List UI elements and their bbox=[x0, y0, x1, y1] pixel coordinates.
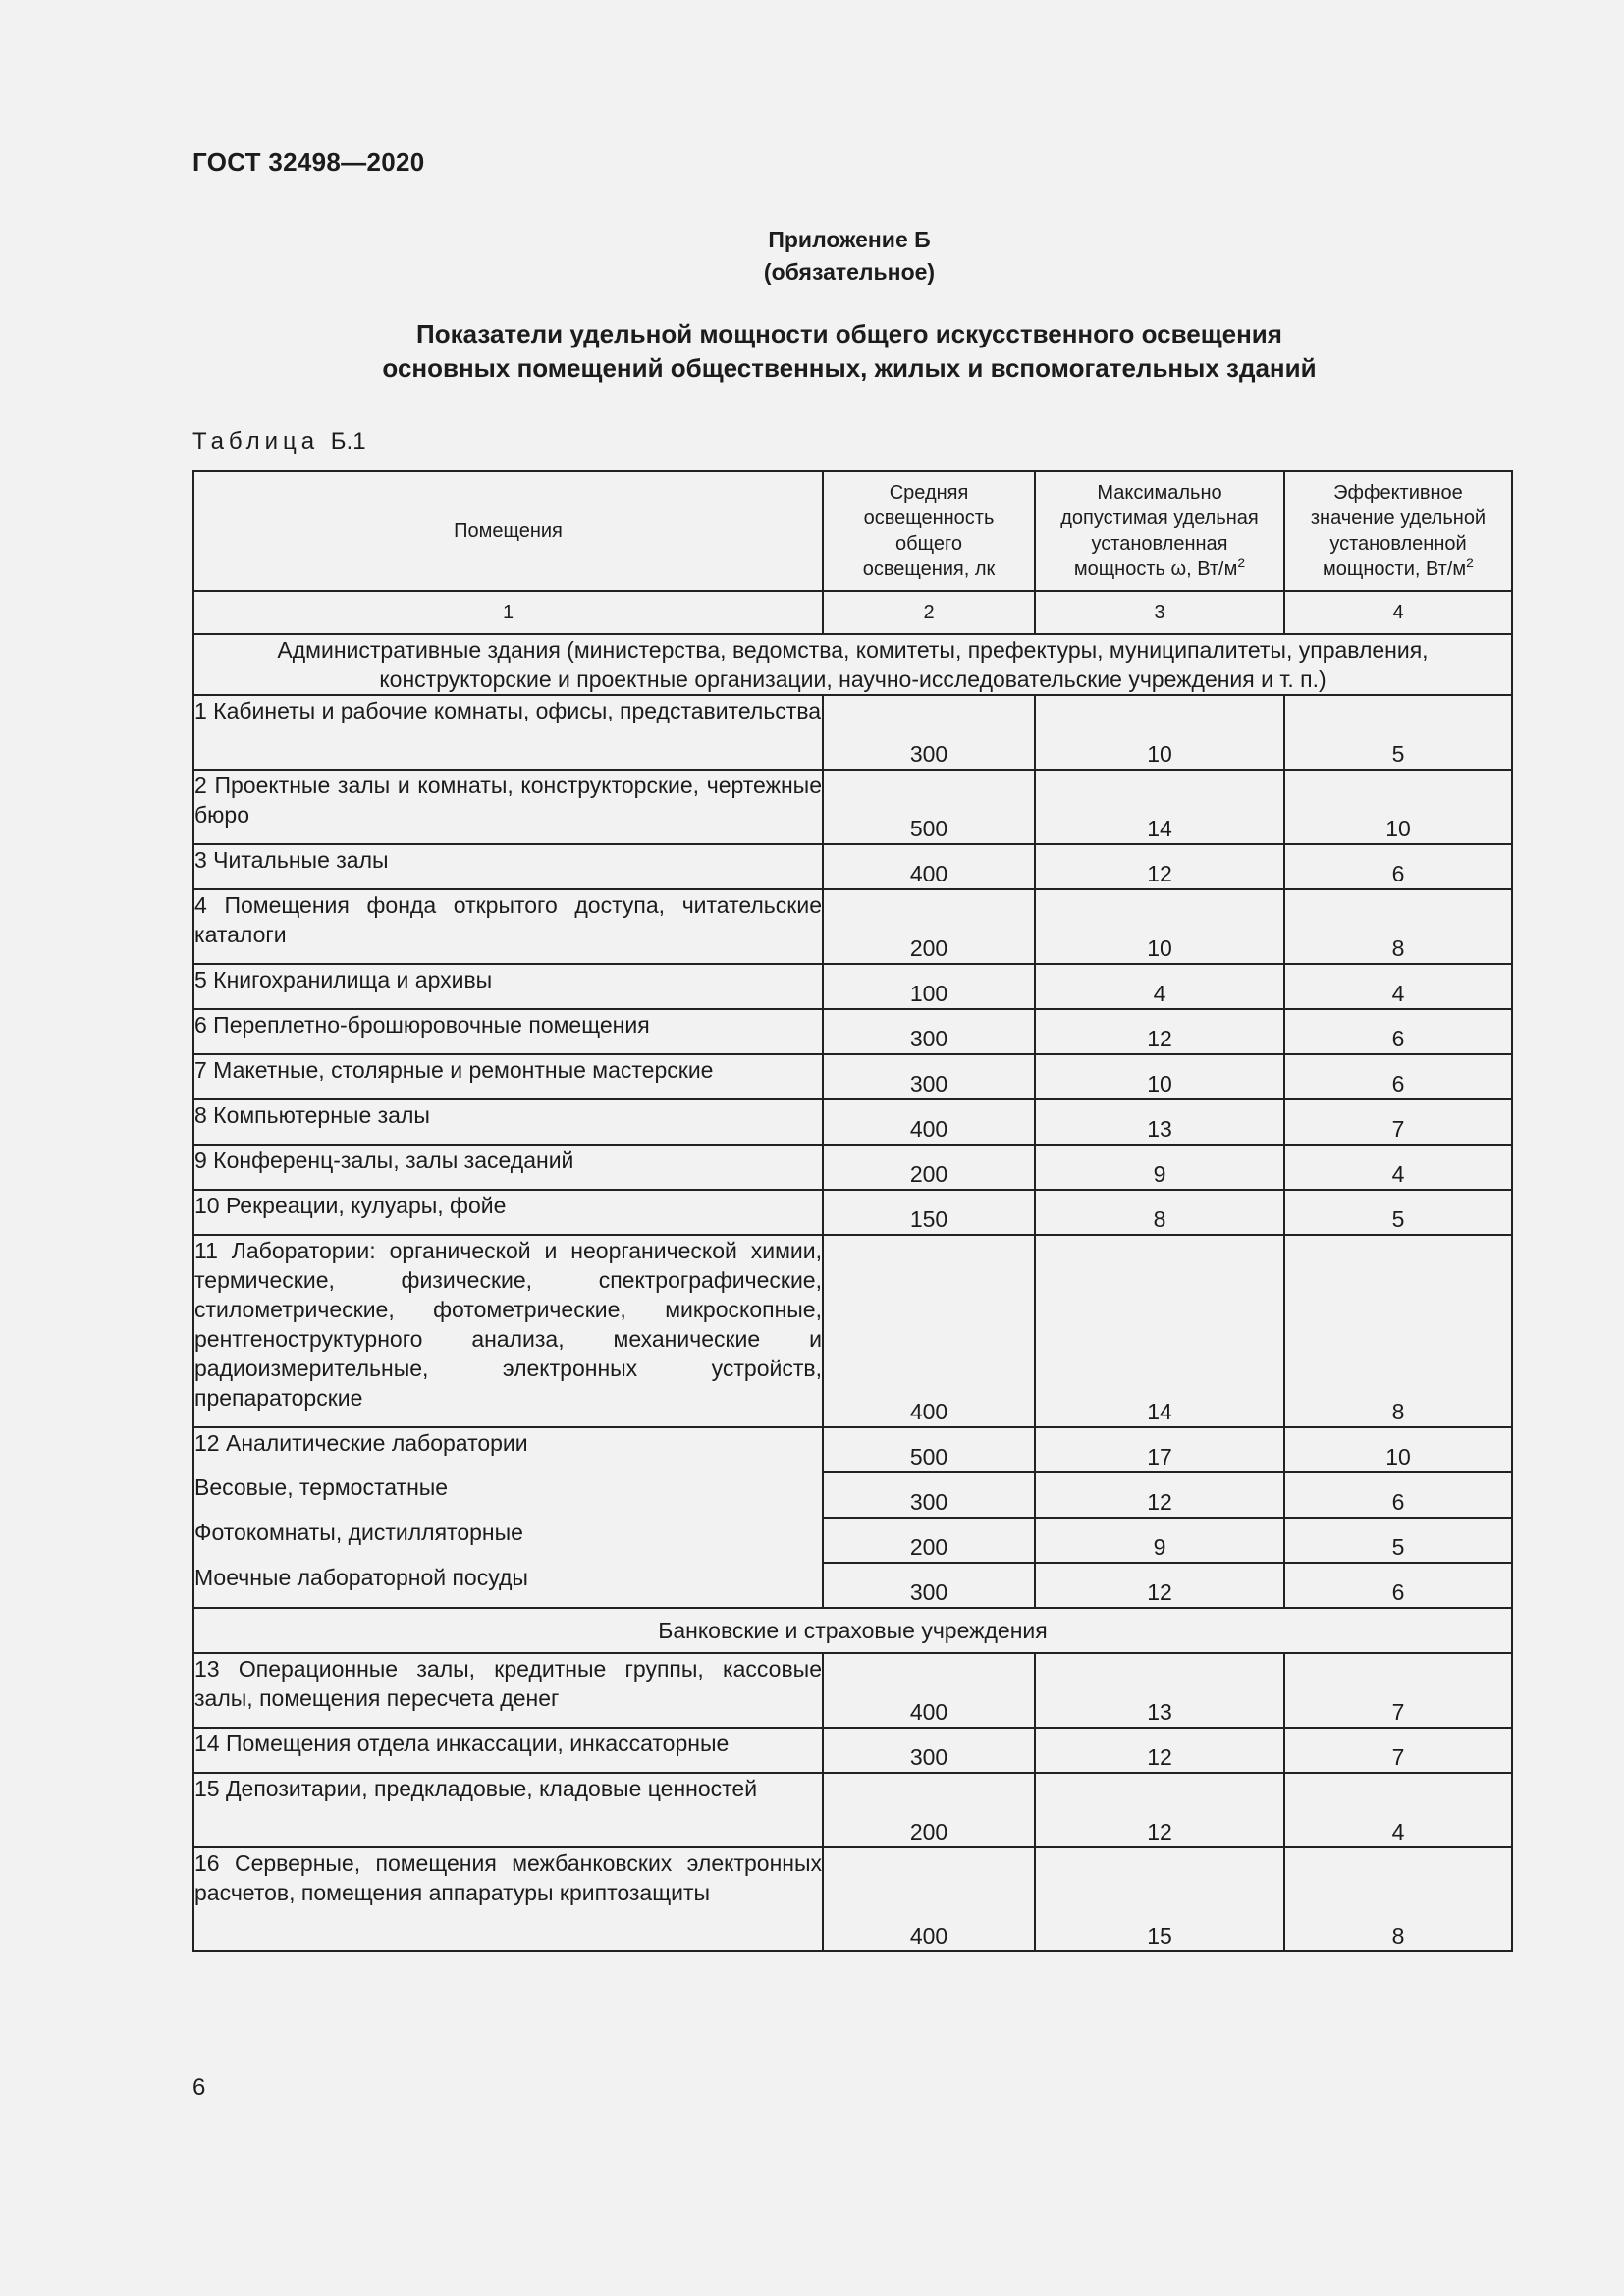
table-row bbox=[193, 1009, 1512, 1054]
max-power-value: 9 bbox=[1035, 1145, 1284, 1190]
max-power-value: 12 bbox=[1035, 1009, 1284, 1054]
table-caption-number: Б.1 bbox=[330, 428, 366, 454]
table-caption bbox=[192, 428, 366, 455]
max-power-value: 4 bbox=[1035, 964, 1284, 1009]
illuminance-value: 200 bbox=[823, 889, 1035, 964]
section-line: конструкторские и проектные организации, научно-исследовательские учреждения и т. п.) bbox=[379, 667, 1326, 692]
header-line: значение удельной bbox=[1310, 507, 1487, 529]
max-power-value: 15 bbox=[1035, 1847, 1284, 1951]
max-power-value: 14 bbox=[1035, 1235, 1284, 1427]
header-effective-power bbox=[1284, 471, 1512, 591]
section-line: Административные здания (министерства, ведомства, комитеты, префектуры, муниципалитеты, управления, bbox=[277, 637, 1429, 663]
effective-power-value: 5 bbox=[1284, 1190, 1512, 1235]
header-line: установленная bbox=[1091, 533, 1228, 555]
illuminance-value: 400 bbox=[823, 844, 1035, 889]
effective-power-value: 5 bbox=[1284, 695, 1512, 770]
room-name: Весовые, термостатные bbox=[193, 1472, 823, 1518]
appendix-status: (обязательное) bbox=[763, 259, 936, 285]
table-row bbox=[193, 770, 1512, 844]
illuminance-value: 100 bbox=[823, 964, 1035, 1009]
table-row bbox=[193, 1235, 1512, 1427]
illuminance-value: 300 bbox=[823, 695, 1035, 770]
header-line: освещения, лк bbox=[862, 559, 996, 580]
room-name: 10 Рекреации, кулуары, фойе bbox=[193, 1190, 823, 1235]
header-line: мощности, Вт/м bbox=[1323, 559, 1467, 580]
max-power-value: 10 bbox=[1035, 695, 1284, 770]
title-line-2: основных помещений общественных, жилых и вспомогательных зданий bbox=[382, 353, 1317, 383]
page-title bbox=[0, 317, 1624, 386]
header-line: Максимально bbox=[1097, 482, 1222, 504]
max-power-value: 8 bbox=[1035, 1190, 1284, 1235]
room-name: 14 Помещения отдела инкассации, инкассаторные bbox=[193, 1728, 823, 1773]
header-line: допустимая удельная bbox=[1060, 507, 1259, 529]
illuminance-value: 300 bbox=[823, 1728, 1035, 1773]
section-banking: Банковские и страховые учреждения bbox=[193, 1608, 1512, 1653]
illuminance-value: 400 bbox=[823, 1099, 1035, 1145]
table-row bbox=[193, 1472, 1512, 1518]
max-power-value: 14 bbox=[1035, 770, 1284, 844]
room-name: 11 Лаборатории: органической и неорганической химии, термические, физические, спектрографические, стилометрические, фотометрические, микроскопные, рентгеноструктурного анализа, механические и радиоизмерительные, электронных устройств, препараторские bbox=[193, 1235, 823, 1427]
room-name: 7 Макетные, столярные и ремонтные мастерские bbox=[193, 1054, 823, 1099]
section-administrative bbox=[193, 634, 1512, 695]
column-number: 1 bbox=[193, 591, 823, 634]
room-name: Моечные лабораторной посуды bbox=[193, 1563, 823, 1608]
illuminance-value: 150 bbox=[823, 1190, 1035, 1235]
max-power-value: 12 bbox=[1035, 1563, 1284, 1608]
illuminance-value: 200 bbox=[823, 1518, 1035, 1563]
max-power-value: 13 bbox=[1035, 1099, 1284, 1145]
table-row bbox=[193, 1427, 1512, 1472]
illuminance-value: 400 bbox=[823, 1235, 1035, 1427]
header-line: мощность ω, Вт/м bbox=[1073, 559, 1238, 580]
table-row bbox=[193, 695, 1512, 770]
header-max-power bbox=[1035, 471, 1284, 591]
table-row bbox=[193, 1190, 1512, 1235]
table-row bbox=[193, 1847, 1512, 1951]
unit-superscript: 2 bbox=[1237, 555, 1246, 570]
table-row bbox=[193, 1773, 1512, 1847]
header-line: Средняя bbox=[889, 482, 969, 504]
room-name: 9 Конференц-залы, залы заседаний bbox=[193, 1145, 823, 1190]
effective-power-value: 6 bbox=[1284, 1054, 1512, 1099]
header-line: Эффективное bbox=[1333, 482, 1463, 504]
effective-power-value: 10 bbox=[1284, 1427, 1512, 1472]
max-power-value: 12 bbox=[1035, 1472, 1284, 1518]
document-code: ГОСТ 32498—2020 bbox=[192, 147, 425, 177]
table-row bbox=[193, 1728, 1512, 1773]
unit-superscript: 2 bbox=[1466, 555, 1474, 570]
max-power-value: 12 bbox=[1035, 1773, 1284, 1847]
header-average-illuminance bbox=[823, 471, 1035, 591]
max-power-value: 12 bbox=[1035, 1728, 1284, 1773]
column-number: 3 bbox=[1035, 591, 1284, 634]
section-row-banking bbox=[193, 1608, 1512, 1653]
header-line: общего bbox=[895, 533, 962, 555]
table-row bbox=[193, 1054, 1512, 1099]
title-line-1: Показатели удельной мощности общего искусственного освещения bbox=[416, 319, 1282, 348]
effective-power-value: 8 bbox=[1284, 1847, 1512, 1951]
effective-power-value: 4 bbox=[1284, 964, 1512, 1009]
header-line: установленной bbox=[1329, 533, 1467, 555]
section-row-administrative bbox=[193, 634, 1512, 695]
illuminance-value: 200 bbox=[823, 1773, 1035, 1847]
table-row bbox=[193, 844, 1512, 889]
appendix-title: Приложение Б bbox=[768, 227, 931, 252]
room-name: 15 Депозитарии, предкладовые, кладовые ценностей bbox=[193, 1773, 823, 1847]
room-name: 2 Проектные залы и комнаты, конструкторские, чертежные бюро bbox=[193, 770, 823, 844]
table-caption-word: Таблица bbox=[192, 428, 320, 454]
table-row bbox=[193, 1653, 1512, 1728]
appendix-heading bbox=[0, 224, 1624, 289]
header-line: освещенность bbox=[863, 507, 995, 529]
illuminance-value: 400 bbox=[823, 1653, 1035, 1728]
illuminance-value: 300 bbox=[823, 1009, 1035, 1054]
room-name: 4 Помещения фонда открытого доступа, читательские каталоги bbox=[193, 889, 823, 964]
effective-power-value: 7 bbox=[1284, 1099, 1512, 1145]
room-name: 1 Кабинеты и рабочие комнаты, офисы, представительства bbox=[193, 695, 823, 770]
room-name: 8 Компьютерные залы bbox=[193, 1099, 823, 1145]
illuminance-value: 300 bbox=[823, 1472, 1035, 1518]
page-number: 6 bbox=[192, 2074, 206, 2101]
table-row bbox=[193, 1563, 1512, 1608]
effective-power-value: 6 bbox=[1284, 844, 1512, 889]
effective-power-value: 4 bbox=[1284, 1145, 1512, 1190]
effective-power-value: 10 bbox=[1284, 770, 1512, 844]
illuminance-value: 200 bbox=[823, 1145, 1035, 1190]
illuminance-value: 400 bbox=[823, 1847, 1035, 1951]
max-power-value: 10 bbox=[1035, 1054, 1284, 1099]
room-name: 16 Серверные, помещения межбанковских электронных расчетов, помещения аппаратуры криптозащиты bbox=[193, 1847, 823, 1951]
max-power-value: 10 bbox=[1035, 889, 1284, 964]
effective-power-value: 4 bbox=[1284, 1773, 1512, 1847]
illuminance-value: 500 bbox=[823, 1427, 1035, 1472]
max-power-value: 9 bbox=[1035, 1518, 1284, 1563]
table-row bbox=[193, 1145, 1512, 1190]
effective-power-value: 8 bbox=[1284, 889, 1512, 964]
max-power-value: 17 bbox=[1035, 1427, 1284, 1472]
illuminance-value: 500 bbox=[823, 770, 1035, 844]
effective-power-value: 8 bbox=[1284, 1235, 1512, 1427]
column-number: 4 bbox=[1284, 591, 1512, 634]
room-name: 13 Операционные залы, кредитные группы, кассовые залы, помещения пересчета денег bbox=[193, 1653, 823, 1728]
illuminance-value: 300 bbox=[823, 1054, 1035, 1099]
header-rooms-text: Помещения bbox=[454, 520, 563, 542]
room-name: 6 Переплетно-брошюровочные помещения bbox=[193, 1009, 823, 1054]
effective-power-value: 6 bbox=[1284, 1472, 1512, 1518]
room-name: 12 Аналитические лаборатории bbox=[193, 1427, 823, 1472]
column-numbers-row bbox=[193, 591, 1512, 634]
room-name: Фотокомнаты, дистилляторные bbox=[193, 1518, 823, 1563]
column-number: 2 bbox=[823, 591, 1035, 634]
lighting-norms-table bbox=[192, 470, 1513, 1952]
table-row bbox=[193, 1518, 1512, 1563]
room-name: 5 Книгохранилища и архивы bbox=[193, 964, 823, 1009]
table-row bbox=[193, 889, 1512, 964]
table-header-row bbox=[193, 471, 1512, 591]
effective-power-value: 7 bbox=[1284, 1653, 1512, 1728]
header-rooms bbox=[193, 471, 823, 591]
table-row bbox=[193, 964, 1512, 1009]
max-power-value: 13 bbox=[1035, 1653, 1284, 1728]
effective-power-value: 5 bbox=[1284, 1518, 1512, 1563]
illuminance-value: 300 bbox=[823, 1563, 1035, 1608]
max-power-value: 12 bbox=[1035, 844, 1284, 889]
room-name: 3 Читальные залы bbox=[193, 844, 823, 889]
effective-power-value: 7 bbox=[1284, 1728, 1512, 1773]
effective-power-value: 6 bbox=[1284, 1009, 1512, 1054]
table-row bbox=[193, 1099, 1512, 1145]
effective-power-value: 6 bbox=[1284, 1563, 1512, 1608]
